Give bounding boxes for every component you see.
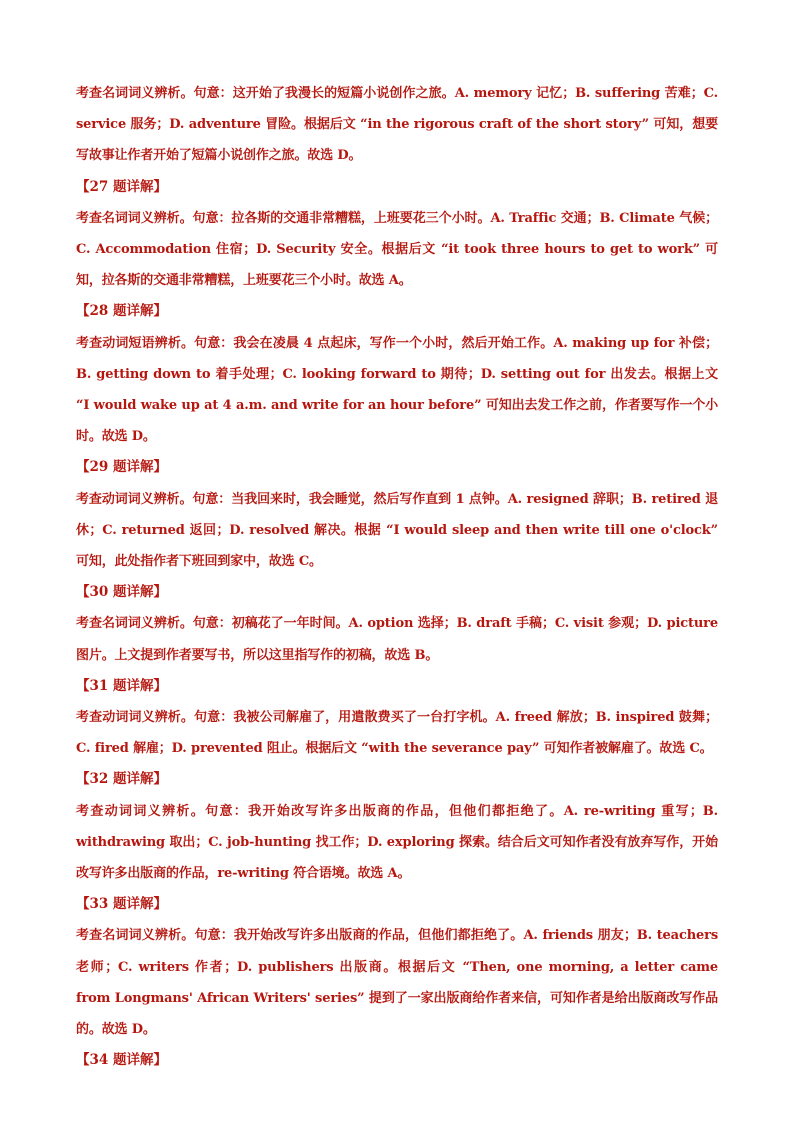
question-heading-27: 【27 题详解】 <box>76 178 167 195</box>
question-heading-33: 【33 题详解】 <box>76 896 167 913</box>
answer-explanation-26: 考查名词词义辨析。句意：这开始了我漫长的短篇小说创作之旅。A. memory 记忆；B. suffering 苦难；C. service 服务；D. adventure 冒险。根据后文 “in the rigorous craft of the short story” 可知，想要写故事让作者开始了短篇小说创作之旅。故选 D。 <box>76 86 718 164</box>
question-heading-30: 【30 题详解】 <box>76 584 167 601</box>
answer-explanation-27: 考查名词词义辨析。句意：拉各斯的交通非常糟糕，上班要花三个小时。A. Traffic 交通；B. Climate 气候；C. Accommodation 住宿；D. Security 安全。根据后文 “it took three hours to get to work” 可知，拉各斯的交通非常糟糕，上班要花三个小时。故选 A。 <box>76 210 718 289</box>
question-heading-31: 【31 题详解】 <box>76 677 167 694</box>
answer-explanation-30: 考查名词词义辨析。句意：初稿花了一年时间。A. option 选择；B. draft 手稿；C. visit 参观；D. picture 图片。上文提到作者要写书，所以这里指写作的初稿，故选 B。 <box>76 616 718 663</box>
question-heading-32: 【32 题详解】 <box>76 771 167 788</box>
question-heading-29: 【29 题详解】 <box>76 459 167 476</box>
answer-explanation-33: 考查名词词义辨析。句意：我开始改写许多出版商的作品，但他们都拒绝了。A. friends 朋友；B. teachers 老师；C. writers 作者；D. publishers 出版商。根据后文 “Then, one morning, a letter came from Longmans' African Writers' series” 提到了一家出版商给作者来信，可知作者是给出版商改写作品的。故选 D。 <box>76 928 718 1038</box>
answer-explanation-28: 考查动词短语辨析。句意：我会在凌晨 4 点起床，写作一个小时，然后开始工作。A. making up for 补偿；B. getting down to 着手处理；C. looking forward to 期待；D. setting out for 出发去。根据上文 “I would wake up at 4 a.m. and write for an hour before” 可知出去发工作之前，作者要写作一个小时。故选 D。 <box>76 335 718 445</box>
answer-explanation-32: 考查动词词义辨析。句意：我开始改写许多出版商的作品，但他们都拒绝了。A. re-writing 重写；B. withdrawing 取出；C. job-hunting 找工作；D. exploring 探索。结合后文可知作者没有放弃写作，开始改写许多出版商的作品，re-writing 符合语境。故选 A。 <box>76 803 718 882</box>
question-heading-34: 【34 题详解】 <box>76 1052 167 1069</box>
answer-explanation-29: 考查动词词义辨析。句意：当我回来时，我会睡觉，然后写作直到 1 点钟。A. resigned 辞职；B. retired 退休；C. returned 返回；D. resolved 解决。根据 “I would sleep and then write till one o'clock” 可知，此处指作者下班回到家中，故选 C。 <box>76 491 718 570</box>
question-heading-28: 【28 题详解】 <box>76 303 167 320</box>
answer-explanation-31: 考查动词词义辨析。句意：我被公司解雇了，用遣散费买了一台打字机。A. freed 解放；B. inspired 鼓舞；C. fired 解雇；D. prevented 阻止。根据后文 “with the severance pay” 可知作者被解雇了。故选 C。 <box>76 710 718 757</box>
document-page <box>76 78 718 1077</box>
